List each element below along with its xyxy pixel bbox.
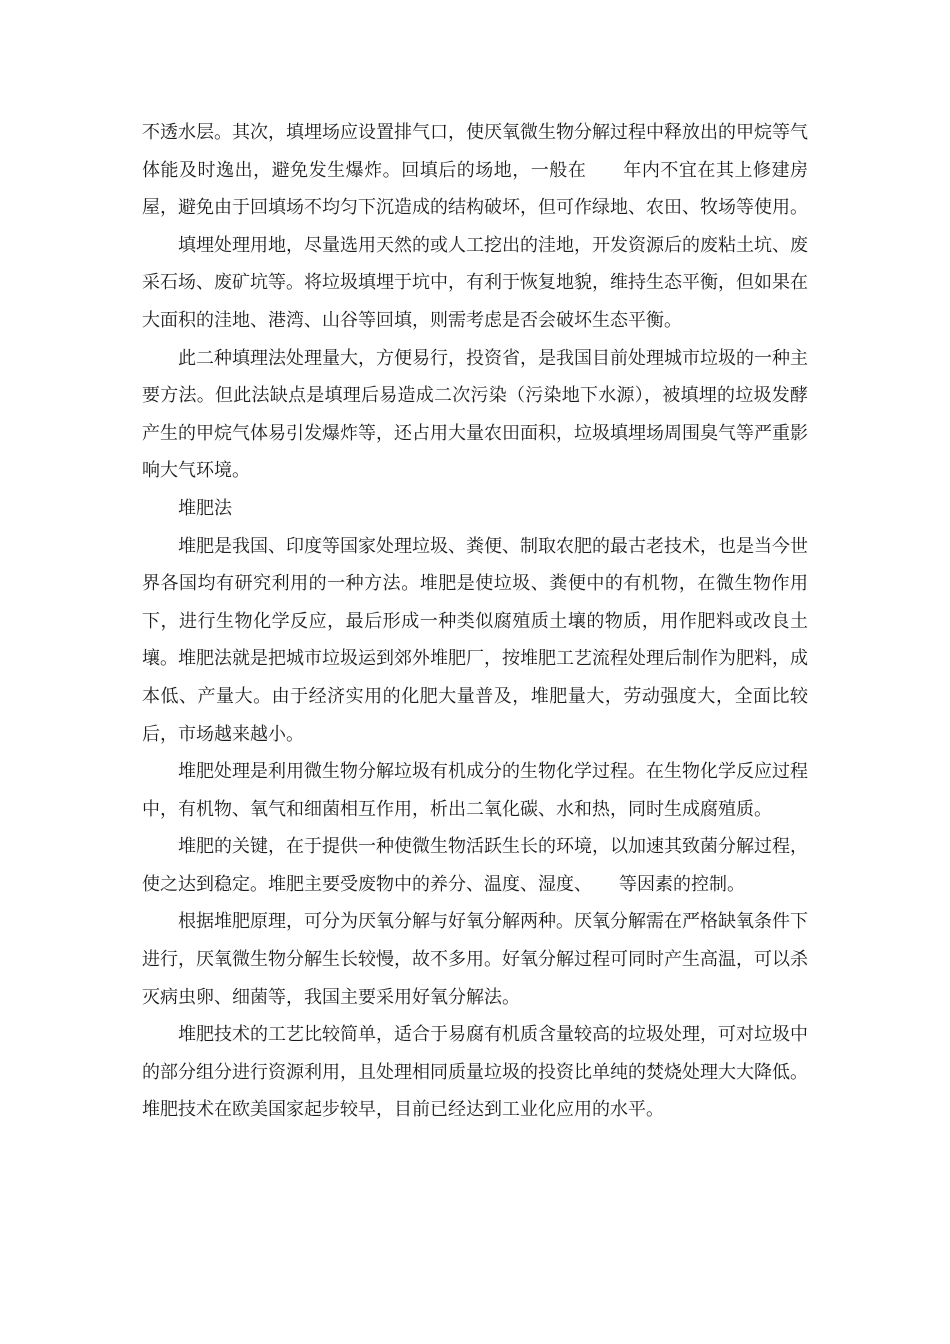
paragraph-landfill-site-selection: 填埋处理用地，尽量选用天然的或人工挖出的洼地，开发资源后的废粘土坑、废采石场、废矿坑等。将垃圾填埋于坑中，有利于恢复地貌，维持生态平衡，但如果在大面积的洼地、港湾、山谷等回填，则需考虑是否会破坏生态平衡。 (142, 234, 808, 331)
paragraph-landfill-pros-cons: 此二种填理法处理量大，方便易行，投资省，是我国目前处理城市垃圾的一种主要方法。但此法缺点是填理后易造成二次污染（污染地下水源），被填埋的垃圾发酵产生的甲烷气体易引发爆炸等，还占用大量农田面积，垃圾填埋场周围臭气等严重影响大气环境。 (142, 347, 808, 482)
document-body (142, 114, 808, 1129)
paragraph-composting-intro: 堆肥是我国、印度等国家处理垃圾、粪便、制取农肥的最古老技术，也是当今世界各国均有研究利用的一种方法。堆肥是使垃圾、粪便中的有机物，在微生物作用下，进行生物化学反应，最后形成一种类似腐殖质土壤的物质，用作肥料或改良土壤。堆肥法就是把城市垃圾运到郊外堆肥厂，按堆肥工艺流程处理后制作为肥料，成本低、产量大。由于经济实用的化肥大量普及，堆肥量大，劳动强度大，全面比较后，市场越来越小。 (142, 535, 808, 745)
paragraph-composting-process: 堆肥处理是利用微生物分解垃圾有机成分的生物化学过程。在生物化学反应过程中，有机物、氧气和细菌相互作用，析出二氧化碳、水和热，同时生成腐殖质。 (142, 761, 808, 820)
paragraph-composting-types: 根据堆肥原理，可分为厌氧分解与好氧分解两种。厌氧分解需在严格缺氧条件下进行，厌氧微生物分解生长较慢，故不多用。好氧分解过程可同时产生高温，可以杀灭病虫卵、细菌等，我国主要采用好氧分解法。 (142, 911, 808, 1008)
paragraph-landfill-continuation: 不透水层。其次，填埋场应设置排气口，使厌氧微生物分解过程中释放出的甲烷等气体能及时逸出，避免发生爆炸。回填后的场地，一般在 年内不宜在其上修建房屋，避免由于回填场不均匀下沉造成的结构破坏，但可作绿地、农田、牧场等使用。 (142, 122, 808, 219)
paragraph-composting-key: 堆肥的关键，在于提供一种使微生物活跃生长的环境，以加速其致菌分解过程，使之达到稳定。堆肥主要受废物中的养分、温度、湿度、 等因素的控制。 (142, 836, 808, 895)
section-heading-composting: 堆肥法 (178, 497, 232, 519)
paragraph-composting-technology: 堆肥技术的工艺比较简单，适合于易腐有机质含量较高的垃圾处理，可对垃圾中的部分组分进行资源利用，且处理相同质量垃圾的投资比单纯的焚烧处理大大降低。堆肥技术在欧美国家起步较早，目前已经达到工业化应用的水平。 (142, 1024, 808, 1121)
